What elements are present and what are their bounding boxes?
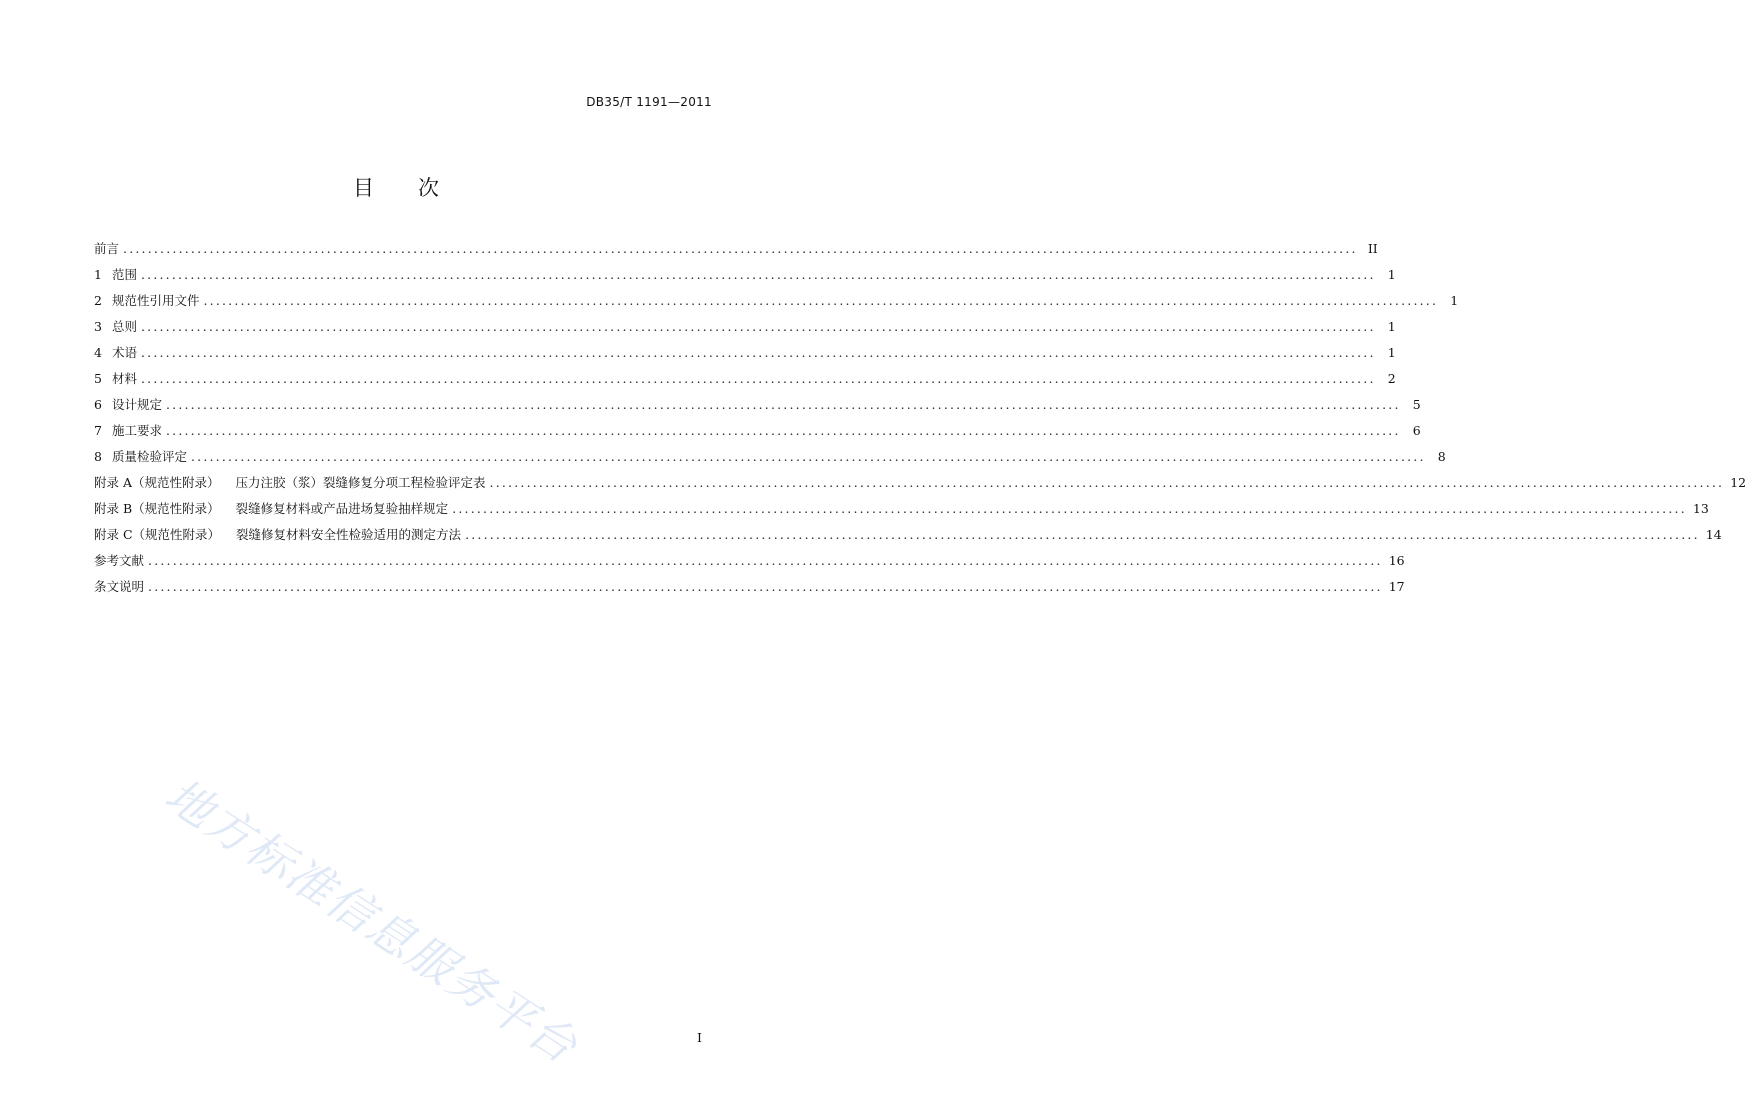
toc-entry-number: 2 xyxy=(94,293,102,308)
appendix-title: 裂缝修复材料安全性检验适用的测定方法 xyxy=(236,527,462,542)
toc-dot-leader: ........................................................................................................................................................................................................ xyxy=(190,449,1426,464)
appendix-title: 裂缝修复材料或产品进场复验抽样规定 xyxy=(235,501,449,516)
toc-entry-label: 材料 xyxy=(111,371,137,386)
toc-entry-foreword[interactable] xyxy=(94,236,1378,262)
toc-entry-label: 设计规定 xyxy=(111,397,162,412)
toc-entry-page: II xyxy=(1367,241,1378,256)
page-title xyxy=(0,172,792,202)
toc-entry-design[interactable] xyxy=(94,392,1421,418)
toc-entry-appendix-a[interactable] xyxy=(94,470,1746,496)
table-of-contents xyxy=(94,236,1746,600)
watermark: 地方标准信息服务平台 xyxy=(155,767,588,1075)
toc-entry-page: 12 xyxy=(1730,475,1746,490)
toc-dot-leader: ........................................................................................................................................................................................................ xyxy=(140,345,1376,360)
toc-entry-number: 8 xyxy=(94,449,102,464)
toc-entry-number: 7 xyxy=(94,423,102,438)
toc-entry-appendix-b[interactable] xyxy=(94,496,1709,522)
toc-entry-page: 1 xyxy=(1387,319,1396,334)
toc-dot-leader: ........................................................................................................................................................................................................ xyxy=(452,501,1687,516)
toc-entry-construction[interactable] xyxy=(94,418,1421,444)
toc-entry-page: 6 xyxy=(1412,423,1421,438)
toc-entry-page: 14 xyxy=(1705,527,1722,542)
appendix-label: 附录 B（规范性附录） xyxy=(94,501,220,516)
toc-entry-appendix-c[interactable] xyxy=(94,522,1722,548)
toc-dot-leader: ........................................................................................................................................................................................................ xyxy=(140,319,1376,334)
toc-dot-leader: ........................................................................................................................................................................................................ xyxy=(165,423,1401,438)
toc-entry-label xyxy=(94,522,461,548)
toc-entry-label xyxy=(94,496,448,522)
toc-entry-general[interactable] xyxy=(94,314,1396,340)
toc-entry-scope[interactable] xyxy=(94,262,1396,288)
toc-dot-leader: ........................................................................................................................................................................................................ xyxy=(140,267,1376,282)
document-code: DB35/T 1191—2011 xyxy=(586,95,712,109)
toc-entry-number: 1 xyxy=(94,267,102,282)
toc-entry-page: 17 xyxy=(1388,579,1405,594)
toc-entry-bibliography[interactable] xyxy=(94,548,1405,574)
page-number: I xyxy=(697,1030,702,1045)
toc-entry-page: 16 xyxy=(1388,553,1405,568)
toc-entry-label: 前言 xyxy=(94,241,120,256)
page-title-char-1: 目 xyxy=(353,176,374,200)
toc-dot-leader: ........................................................................................................................................................................................................ xyxy=(203,293,1439,308)
toc-entry-number: 3 xyxy=(94,319,102,334)
toc-entry-page: 5 xyxy=(1412,397,1421,412)
toc-entry-label: 条文说明 xyxy=(94,579,145,594)
toc-entry-number: 4 xyxy=(94,345,102,360)
toc-entry-terms[interactable] xyxy=(94,340,1396,366)
toc-dot-leader: ........................................................................................................................................................................................................ xyxy=(165,397,1401,412)
toc-entry-page: 1 xyxy=(1387,267,1396,282)
toc-entry-label: 施工要求 xyxy=(111,423,162,438)
toc-dot-leader: ........................................................................................................................................................................................................ xyxy=(140,371,1376,386)
toc-entry-label: 范围 xyxy=(111,267,137,282)
toc-entry-number: 5 xyxy=(94,371,102,386)
toc-entry-page: 13 xyxy=(1692,501,1709,516)
toc-entry-number: 6 xyxy=(94,397,102,412)
toc-entry-quality[interactable] xyxy=(94,444,1446,470)
toc-entry-label: 质量检验评定 xyxy=(111,449,187,464)
toc-entry-explanation[interactable] xyxy=(94,574,1405,600)
toc-entry-normative-references[interactable] xyxy=(94,288,1459,314)
toc-entry-label: 规范性引用文件 xyxy=(111,293,200,308)
toc-dot-leader: ........................................................................................................................................................................................................ xyxy=(148,553,1383,568)
appendix-label: 附录 C（规范性附录） xyxy=(94,527,221,542)
toc-entry-label: 总则 xyxy=(111,319,137,334)
appendix-title: 压力注胶（浆）裂缝修复分项工程检验评定表 xyxy=(235,475,486,490)
toc-dot-leader: ........................................................................................................................................................................................................ xyxy=(148,579,1383,594)
toc-entry-materials[interactable] xyxy=(94,366,1396,392)
page-title-char-2: 次 xyxy=(418,176,439,200)
toc-entry-page: 1 xyxy=(1387,345,1396,360)
toc-entry-label: 参考文献 xyxy=(94,553,145,568)
toc-entry-page: 1 xyxy=(1450,293,1459,308)
toc-dot-leader: ........................................................................................................................................................................................................ xyxy=(123,241,1358,256)
toc-entry-page: 2 xyxy=(1387,371,1396,386)
toc-dot-leader: ........................................................................................................................................................................................................ xyxy=(489,475,1725,490)
appendix-label: 附录 A（规范性附录） xyxy=(94,475,220,490)
toc-entry-page: 8 xyxy=(1437,449,1446,464)
toc-entry-label: 术语 xyxy=(111,345,137,360)
toc-entry-label xyxy=(94,470,486,496)
toc-dot-leader: ........................................................................................................................................................................................................ xyxy=(465,527,1700,542)
